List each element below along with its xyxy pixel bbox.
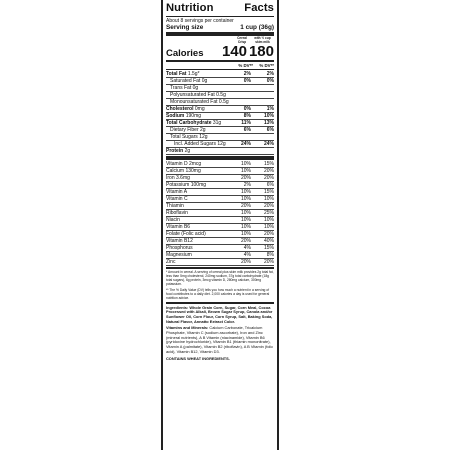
- vitamin-row: [166, 231, 274, 237]
- nutrient-label: [166, 106, 233, 112]
- nutrient-name: Total Carbohydrate: [166, 120, 212, 127]
- vitamin-name: Niacin: [166, 217, 180, 224]
- calories-row: [166, 44, 274, 59]
- vitamin-dv-cereal: 10%: [240, 161, 251, 168]
- nutrient-label: [166, 99, 233, 105]
- vitamin-name: Thiamin: [166, 203, 184, 210]
- vitamin-row: [166, 245, 274, 251]
- vitamin-amount: 130mg: [185, 168, 201, 175]
- vitamin-label: [166, 252, 233, 258]
- nutrient-row: [166, 78, 274, 84]
- nutrient-dv-cereal: 2%: [243, 71, 251, 78]
- nutrient-name: Protein: [166, 148, 184, 155]
- vitamin-label: [166, 182, 233, 188]
- nutrient-label: [166, 92, 233, 98]
- nutrient-name: Dietary Fiber: [170, 127, 199, 134]
- nutrient-dv-with-milk: 6%: [266, 127, 274, 134]
- vitamin-name: Magnesium: [166, 252, 192, 259]
- vitamin-label: [166, 259, 233, 265]
- serving-size-value: 1 cup (36g): [240, 24, 274, 31]
- vitamin-row: [166, 217, 274, 223]
- calories-value-1: 140: [221, 43, 247, 61]
- vitamin-dv-cereal: 4%: [243, 245, 251, 252]
- nutrient-amount: 2g: [184, 148, 191, 155]
- vitamin-row: [166, 196, 274, 202]
- serving-size-row: [166, 24, 274, 31]
- vitamin-label: [166, 203, 233, 209]
- vitamin-label: [166, 224, 233, 230]
- vitamin-dv-with-milk: 10%: [263, 217, 274, 224]
- vitamin-name: Folate: [166, 231, 180, 238]
- vitamin-dv-cereal: 20%: [240, 238, 251, 245]
- nutrition-facts-panel: [161, 0, 279, 450]
- nutrient-row: [166, 106, 274, 112]
- nutrient-dv-cereal: 6%: [243, 127, 251, 134]
- vitamin-amount: (Folic acid): [181, 231, 206, 238]
- dv-header: [166, 63, 274, 68]
- nutrient-amount: 1.5g*: [187, 71, 200, 78]
- vitamin-dv-cereal: 20%: [240, 203, 251, 210]
- dv-header-1: % DV**: [238, 63, 253, 69]
- vitamin-row: [166, 189, 274, 195]
- nutrient-amount: 0.5g: [216, 92, 226, 99]
- nutrient-label: [166, 134, 233, 140]
- ingredients-label: Ingredients:: [166, 304, 189, 310]
- nutrient-dv-with-milk: 13%: [263, 120, 274, 127]
- vitamin-label: [166, 175, 233, 181]
- nutrient-label: [166, 141, 233, 147]
- vitamin-label: [166, 189, 233, 195]
- column-head-2: with ½ cup skim milk: [254, 36, 271, 44]
- vitamin-amount: 3.6mg: [176, 175, 190, 182]
- vitamin-dv-with-milk: 8%: [266, 252, 274, 259]
- allergen-statement: CONTAINS WHEAT INGREDIENTS.: [166, 355, 230, 361]
- nutrient-amount: 0g: [201, 78, 208, 85]
- vitamin-dv-cereal: 20%: [240, 259, 251, 266]
- vitamin-row: [166, 259, 274, 265]
- vitamin-dv-with-milk: 25%: [263, 210, 274, 217]
- vitamin-name: Vitamin D: [166, 161, 188, 168]
- nutrient-dv-with-milk: 0%: [266, 78, 274, 85]
- vitamin-dv-cereal: 10%: [240, 231, 251, 238]
- nutrient-name: Total Sugars: [170, 134, 198, 141]
- nutrient-amount: 0g: [192, 85, 199, 92]
- calories-value-2: 180: [248, 43, 274, 61]
- vitamin-label: [166, 217, 233, 223]
- vitamin-label: [166, 245, 233, 251]
- vitamin-row: [166, 161, 274, 167]
- nutrient-amount: 190mg: [185, 113, 202, 120]
- nutrient-amount: 12g: [199, 134, 208, 141]
- vitamin-dv-with-milk: 20%: [263, 203, 274, 210]
- nutrient-label: [166, 71, 233, 77]
- vitamin-name: Phosphorus: [166, 245, 193, 252]
- vitamin-dv-cereal: 20%: [240, 175, 251, 182]
- nutrient-dv-with-milk: 2%: [266, 71, 274, 78]
- vitamin-label: [166, 161, 233, 167]
- vitamins-minerals-text: Calcium Carbonate, Tricalcium Phosphate, Vitamin C (sodium ascorbate), Iron and Zinc (mineral nutrients), A B Vitamin (niacinamide), Vitamin B6 (pyridoxine hydrochloride), Vitamin B1 (thiamin mononitrate), Vitamin A (palmitate), Vitamin B2 (riboflavin), A B Vitamin (folic acid), Vitamin B12, Vitamin D3.: [166, 325, 274, 354]
- nutrient-list: [166, 71, 274, 155]
- vitamin-label: [166, 196, 233, 202]
- nutrient-dv-cereal: 0%: [243, 78, 251, 85]
- vitamin-list: [166, 161, 274, 266]
- vitamin-row: [166, 238, 274, 244]
- nutrient-dv-cereal: 0%: [243, 106, 251, 113]
- nutrient-name: Total Fat: [166, 71, 187, 78]
- vitamin-row: [166, 175, 274, 181]
- nutrient-dv-cereal: 24%: [240, 141, 251, 148]
- footnote-daily-value: ** The % Daily Value (DV) tells you how much a nutrient in a serving of food contributes to a daily diet. 2,000 calories a day is used for general nutrition advice.: [166, 287, 270, 300]
- vitamin-dv-cereal: 10%: [240, 224, 251, 231]
- nutrient-row: [166, 141, 274, 147]
- vitamin-dv-cereal: 10%: [240, 196, 251, 203]
- vitamin-name: Vitamin B6: [166, 224, 191, 231]
- vitamin-name: Vitamin C: [166, 196, 188, 203]
- nutrient-label: [166, 127, 233, 133]
- nutrient-dv-with-milk: 10%: [263, 113, 274, 120]
- nutrient-label: [166, 148, 233, 154]
- nutrient-dv-with-milk: 1%: [266, 106, 274, 113]
- vitamin-name: Iron: [166, 175, 175, 182]
- vitamin-name: Riboflavin: [166, 210, 188, 217]
- vitamin-label: [166, 231, 233, 237]
- vitamin-label: [166, 238, 233, 244]
- nutrition-facts-title: [166, 2, 274, 15]
- vitamin-dv-with-milk: 20%: [263, 259, 274, 266]
- nutrient-name: Saturated Fat: [170, 78, 201, 85]
- vitamin-dv-with-milk: 20%: [263, 231, 274, 238]
- vitamin-dv-cereal: 2%: [243, 182, 251, 189]
- vitamin-amount: 100mg: [190, 182, 207, 189]
- vitamin-dv-with-milk: 10%: [263, 196, 274, 203]
- nutrient-dv-cereal: 8%: [243, 113, 251, 120]
- nutrient-label: [166, 113, 233, 119]
- vitamin-amount: 2mcg: [188, 161, 202, 168]
- vitamin-name: Zinc: [166, 259, 176, 266]
- vitamin-dv-with-milk: 10%: [263, 224, 274, 231]
- title-right: Facts: [244, 2, 274, 14]
- nutrient-row: [166, 120, 274, 126]
- nutrient-dv-cereal: 11%: [241, 120, 251, 127]
- title-left: Nutrition: [166, 2, 214, 14]
- vitamin-name: Calcium: [166, 168, 185, 175]
- nutrient-amount: 12g: [217, 141, 226, 148]
- nutrient-dv-with-milk: 24%: [263, 141, 274, 148]
- vitamin-row: [166, 203, 274, 209]
- vitamin-row: [166, 224, 274, 230]
- vitamin-row: [166, 252, 274, 258]
- nutrient-label: [166, 85, 233, 91]
- servings-per-container: About 8 servings per container: [166, 18, 234, 24]
- ingredients: [166, 306, 274, 325]
- nutrient-name: Monounsaturated Fat: [170, 99, 218, 106]
- vitamin-row: [166, 168, 274, 174]
- nutrient-amount: 0.5g: [218, 99, 229, 106]
- nutrient-name: Incl. Added Sugars: [174, 141, 216, 148]
- vitamin-name: Vitamin B12: [166, 238, 193, 245]
- vitamin-dv-cereal: 4%: [243, 252, 251, 259]
- vitamin-name: Potassium: [166, 182, 190, 189]
- vitamin-dv-with-milk: 15%: [263, 245, 274, 252]
- vitamin-label: [166, 210, 233, 216]
- column-head-1: Cereal Crisp: [237, 36, 247, 44]
- vitamin-name: Vitamin A: [166, 189, 188, 196]
- serving-size-label: Serving size: [166, 24, 204, 31]
- ingredients-text: Whole Grain Corn, Sugar, Corn Meal, Cocoa Processed with Alkali, Brown Sugar Syrup, Canola and/or Sunflower Oil, Corn Flour, Corn Syrup, Salt, Baking Soda, Natural Flavor, Annatto Extract Color.: [166, 304, 273, 324]
- nutrient-label: [166, 120, 233, 126]
- nutrient-row: [166, 113, 274, 119]
- vitamin-dv-with-milk: 20%: [263, 168, 274, 175]
- vitamin-row: [166, 182, 274, 188]
- vitamin-row: [166, 210, 274, 216]
- vitamins-minerals: [166, 326, 274, 354]
- nutrient-amount: 31g: [212, 120, 222, 127]
- nutrient-name: Cholesterol: [166, 106, 194, 113]
- calories-label: Calories: [166, 48, 204, 60]
- vitamin-dv-with-milk: 6%: [266, 182, 274, 189]
- vitamin-dv-cereal: 10%: [240, 210, 251, 217]
- vitamin-dv-with-milk: 15%: [263, 161, 274, 168]
- footnote-amount: * Amount in cereal. A serving of cereal plus skim milk provides 2g total fat, less than 5mg cholesterol, 240mg sodium, 37g total carbohydrate (18g total sugars), 6g protein, 3mcg vitamin D, 280mg calcium, 300mg potassium.: [166, 270, 274, 286]
- vitamins-minerals-label: Vitamins and Minerals:: [166, 325, 209, 331]
- nutrient-amount: 0mg: [194, 106, 205, 113]
- vitamin-dv-with-milk: 40%: [263, 238, 274, 245]
- vitamin-dv-cereal: 10%: [240, 168, 251, 175]
- vitamin-dv-cereal: 10%: [240, 217, 251, 224]
- nutrient-row: [166, 71, 274, 77]
- dv-header-2: % DV**: [259, 63, 274, 69]
- vitamin-dv-with-milk: 15%: [263, 189, 274, 196]
- nutrient-label: [166, 78, 233, 84]
- nutrient-name: Sodium: [166, 113, 185, 120]
- nutrient-row: [166, 127, 274, 133]
- vitamin-label: [166, 168, 233, 174]
- nutrient-name: Trans Fat: [170, 85, 192, 92]
- vitamin-dv-cereal: 10%: [240, 189, 251, 196]
- nutrient-name: Polyunsaturated Fat: [170, 92, 215, 99]
- nutrient-amount: 2g: [200, 127, 206, 134]
- vitamin-dv-with-milk: 20%: [263, 175, 274, 182]
